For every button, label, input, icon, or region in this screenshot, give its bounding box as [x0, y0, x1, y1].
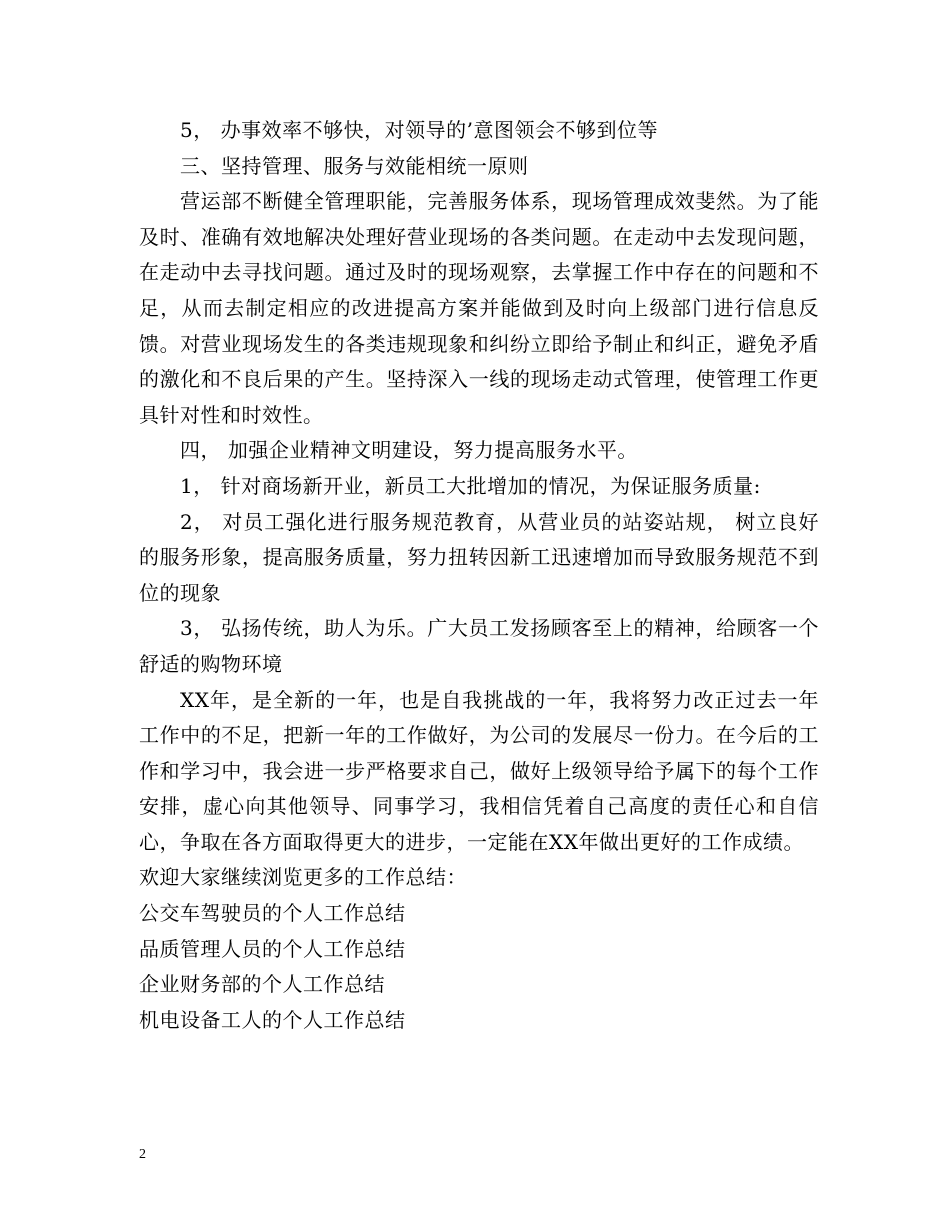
paragraph-conclusion: XX年，是全新的一年，也是自我挑战的一年，我将努力改正过去一年工作中的不足，把新一年的工作做好，为公司的发展尽一份力。在今后的工作和学习中，我会进一步严格要求自己，做好上级领导给予属下的每个工作安排，虚心向其他领导、同事学习，我相信凭着自己高度的责任心和自信心，争取在各方面取得更大的进步，一定能在XX年做出更好的工作成绩。	[139, 687, 819, 854]
document-body	[139, 113, 819, 1038]
section-heading-3: 三、坚持管理、服务与效能相统一原则	[180, 153, 529, 178]
paragraph-item-1: 1， 针对商场新开业，新员工大批增加的情况，为保证服务质量:	[180, 473, 761, 498]
paragraph-item-5: 5， 办事效率不够快，对领导的’意图领会不够到位等	[180, 118, 658, 142]
paragraph-item-3: 3， 弘扬传统，助人为乐。广大员工发扬顾客至上的精神，给顾客一个舒适的购物环境	[139, 616, 819, 676]
section-heading-4: 四， 加强企业精神文明建设，努力提高服务水平。	[180, 438, 638, 463]
paragraph-item-2: 2， 对员工强化进行服务规范教育，从营业员的站姿站规， 树立良好的服务形象，提高服务质量，努力扭转因新工迅速增加而导致服务规范不到位的现象	[139, 509, 819, 605]
related-link[interactable]: 机电设备工人的个人工作总结	[139, 1007, 406, 1032]
related-link[interactable]: 公交车驾驶员的个人工作总结	[139, 901, 406, 926]
page-number: 2	[139, 1147, 146, 1162]
more-intro-text: 欢迎大家继续浏览更多的工作总结：	[139, 865, 467, 890]
related-links-section	[139, 860, 819, 1038]
paragraph-operations: 营运部不断健全管理职能，完善服务体系，现场管理成效斐然。为了能及时、准确有效地解决处理好营业现场的各类问题。在走动中去发现问题，在走动中去寻找问题。通过及时的现场观察，去掌握工作中存在的问题和不足，从而去制定相应的改进提高方案并能做到及时向上级部门进行信息反馈。对营业现场发生的各类违规现象和纠纷立即给予制止和纠正，避免矛盾的激化和不良后果的产生。坚持深入一线的现场走动式管理，使管理工作更具针对性和时效性。	[139, 189, 819, 427]
related-link[interactable]: 企业财务部的个人工作总结	[139, 972, 385, 997]
related-link[interactable]: 品质管理人员的个人工作总结	[139, 936, 406, 961]
